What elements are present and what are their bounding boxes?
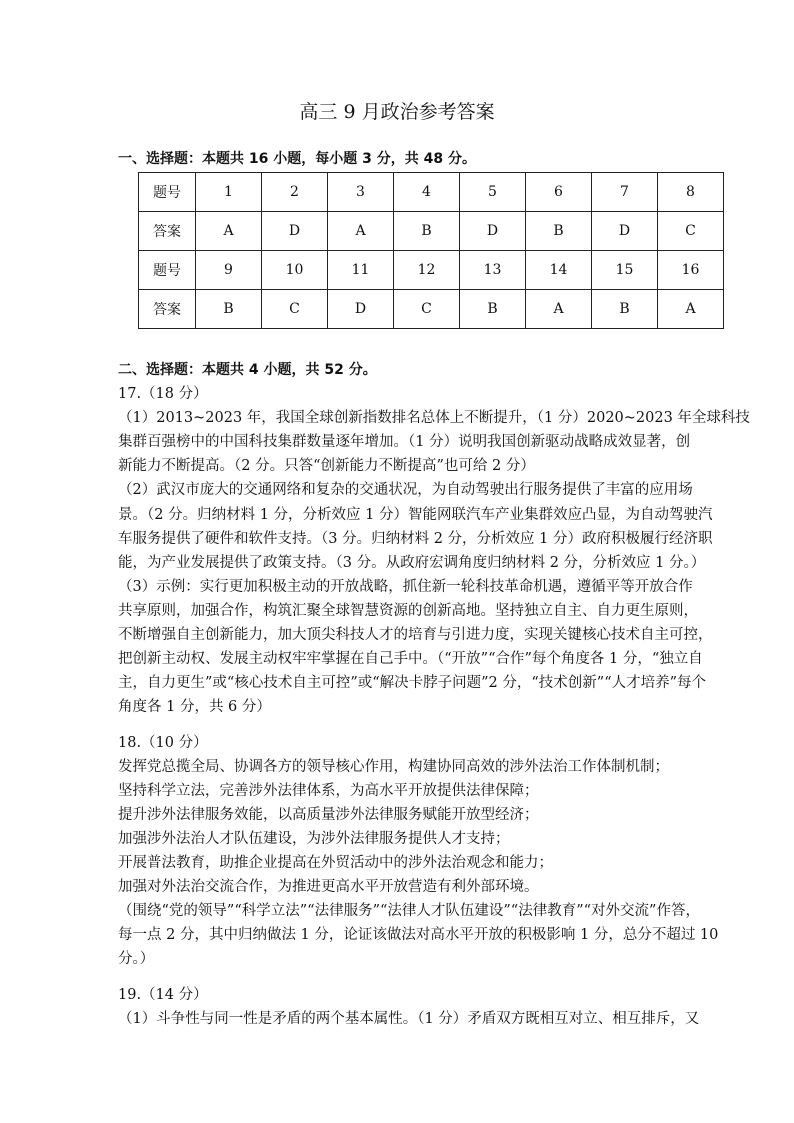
table-cell: 14 <box>526 251 592 290</box>
table-cell: 11 <box>328 251 394 290</box>
answer-line: 共享原则，加强合作，构筑汇聚全球智慧资源的创新高地。坚持独立自主、自力更生原则， <box>118 602 698 619</box>
answer-line: （围绕“党的领导”“科学立法”“法律服务”“法律人才队伍建设”“法律教育”“对外交流”作答， <box>118 903 700 919</box>
table-cell: 答案 <box>139 212 196 251</box>
table-cell: 9 <box>196 251 262 290</box>
table-row <box>139 212 724 251</box>
table-row <box>139 290 724 329</box>
answer-line: 不断增强自主创新能力，加大顶尖科技人才的培育与引进力度，实现关键核心技术自主可控， <box>118 627 713 643</box>
table-cell: 16 <box>658 251 724 290</box>
table-cell: B <box>526 212 592 251</box>
table-cell: 13 <box>460 251 526 290</box>
answer-line: 分。） <box>118 951 155 967</box>
q19-heading: 19.（14 分） <box>118 987 208 1003</box>
table-row <box>139 173 724 212</box>
answer-line: 把创新主动权、发展主动权牢牢掌握在自己手中。（“开放”“合作”每个角度各 1 分，“独立自 <box>118 651 703 668</box>
table-cell: B <box>394 212 460 251</box>
table-cell: 6 <box>526 173 592 212</box>
answer-line: 开展普法教育，助推企业提高在外贸活动中的涉外法治观念和能力； <box>118 855 553 871</box>
answer-line: 新能力不断提高。（2 分。只答“创新能力不断提高”也可给 2 分） <box>118 458 535 475</box>
section1-heading: 一、选择题：本题共 16 小题，每小题 3 分，共 48 分。 <box>118 151 476 167</box>
table-cell: A <box>526 290 592 329</box>
table-cell: 4 <box>394 173 460 212</box>
answer-line: 能，为产业发展提供了政策支持。（3 分。从政府宏调角度归纳材料 2 分，分析效应 1 分。） <box>118 554 706 571</box>
section2-heading: 二、选择题：本题共 4 小题，共 52 分。 <box>118 362 377 378</box>
table-cell: A <box>196 212 262 251</box>
table-cell: 5 <box>460 173 526 212</box>
table-cell: D <box>460 212 526 251</box>
table-cell: D <box>328 290 394 329</box>
table-cell: B <box>460 290 526 329</box>
table-cell: 12 <box>394 251 460 290</box>
table-cell: A <box>658 290 724 329</box>
answer-line: 集群百强榜中的中国科技集群数量逐年增加。（1 分）说明我国创新驱动战略成效显著，创 <box>118 434 691 451</box>
table-cell: D <box>262 212 328 251</box>
answer-line: 景。（2 分。归纳材料 1 分，分析效应 1 分）智能网联汽车产业集群效应凸显，为自动驾驶汽 <box>118 506 713 523</box>
page-title: 高三 9 月政治参考答案 <box>299 101 495 123</box>
answer-line: 主，自力更生”或“核心技术自主可控”或“解决卡脖子问题”2 分，“技术创新”“人才培养”每个 <box>118 675 707 692</box>
table-cell: 2 <box>262 173 328 212</box>
table-cell: 3 <box>328 173 394 212</box>
answer-line: 坚持科学立法，完善涉外法律体系，为高水平开放提供法律保障； <box>118 783 539 799</box>
q17-heading: 17.（18 分） <box>118 386 208 402</box>
answer-line: 角度各 1 分，共 6 分） <box>118 699 271 716</box>
answer-line: 车服务提供了硬件和软件支持。（3 分。归纳材料 2 分，分析效应 1 分）政府积极履行经济职 <box>118 530 713 547</box>
table-cell: C <box>262 290 328 329</box>
table-cell: D <box>592 212 658 251</box>
table-cell: B <box>196 290 262 329</box>
answer-line: 提升涉外法律服务效能，以高质量涉外法律服务赋能开放型经济； <box>118 807 539 823</box>
table-cell: 8 <box>658 173 724 212</box>
q18-heading: 18.（10 分） <box>118 735 208 751</box>
table-cell: 7 <box>592 173 658 212</box>
answer-line: （3）示例：实行更加积极主动的开放战略，抓住新一轮科技革命机遇，遵循平等开放合作 <box>118 578 693 595</box>
answer-line: 加强对外法治交流合作，为推进更高水平开放营造有利外部环境。 <box>118 879 539 895</box>
table-cell: 10 <box>262 251 328 290</box>
answer-table <box>138 172 724 329</box>
table-cell: 答案 <box>139 290 196 329</box>
answer-line: （1）2013~2023 年，我国全球创新指数排名总体上不断提升，（1 分）2020~2023 年全球科技 <box>118 410 750 427</box>
answer-line: （2）武汉市庞大的交通网络和复杂的交通状况，为自动驾驶出行服务提供了丰富的应用场 <box>118 482 693 499</box>
table-row <box>139 251 724 290</box>
answer-line: 发挥党总揽全局、协调各方的领导核心作用，构建协同高效的涉外法治工作体制机制； <box>118 759 669 775</box>
table-cell: 题号 <box>139 173 196 212</box>
table-cell: C <box>394 290 460 329</box>
table-cell: A <box>328 212 394 251</box>
table-cell: B <box>592 290 658 329</box>
table-cell: 15 <box>592 251 658 290</box>
table-cell: C <box>658 212 724 251</box>
table-cell: 题号 <box>139 251 196 290</box>
answer-line: 每一点 2 分，其中归纳做法 1 分，论证该做法对高水平开放的积极影响 1 分，总分不超过 10 <box>118 927 719 943</box>
answer-line: （1）斗争性与同一性是矛盾的两个基本属性。（1 分）矛盾双方既相互对立、相互排斥，又 <box>118 1010 700 1027</box>
answer-line: 加强涉外法治人才队伍建设，为涉外法律服务提供人才支持； <box>118 831 510 847</box>
table-cell: 1 <box>196 173 262 212</box>
